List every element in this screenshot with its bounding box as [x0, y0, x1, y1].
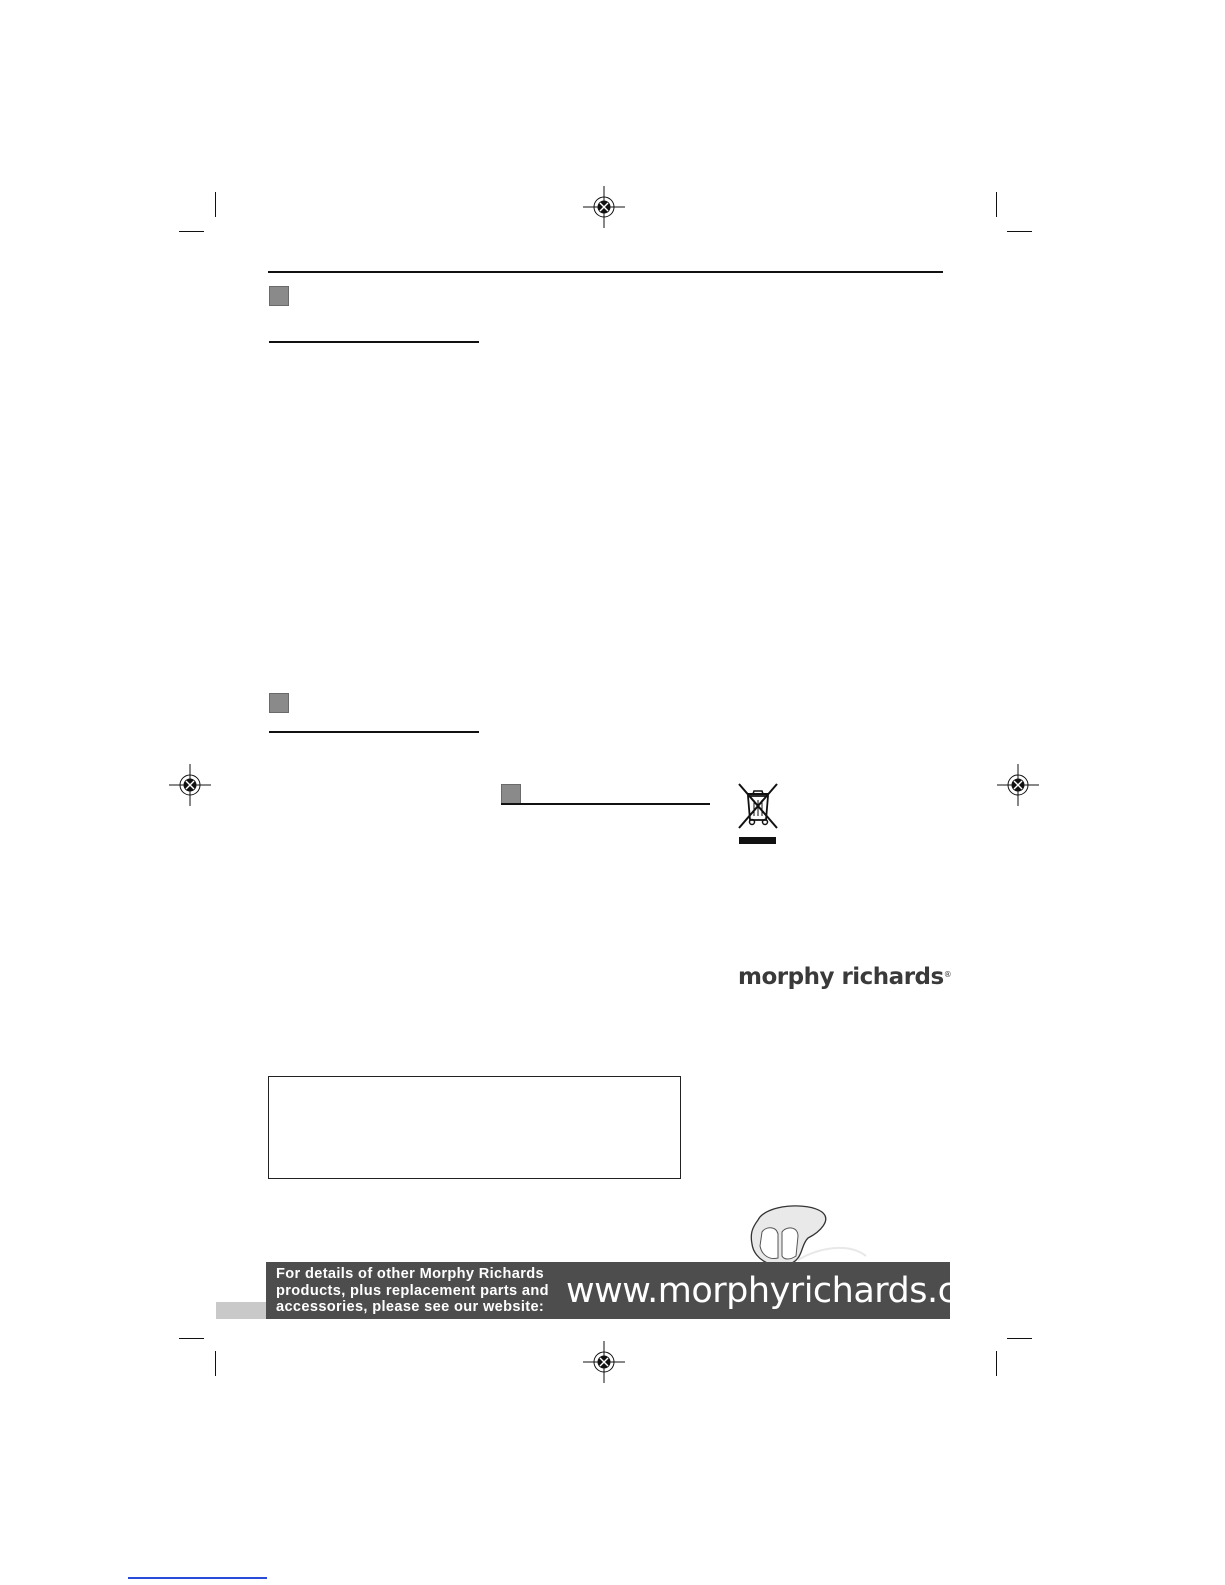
crop-mark	[1007, 231, 1032, 232]
crop-mark	[215, 192, 216, 217]
crossed-out-wheelie-bin-icon	[737, 782, 779, 846]
website-banner	[266, 1262, 1011, 1319]
bottom-link-underline	[128, 1577, 267, 1579]
registration-mark-icon	[169, 764, 211, 806]
page-tab	[216, 1302, 266, 1319]
registration-mark-icon	[583, 1341, 625, 1383]
crop-mark	[179, 231, 204, 232]
crop-mark	[996, 192, 997, 217]
registration-mark-icon	[583, 186, 625, 228]
crop-mark	[179, 1338, 204, 1339]
registration-mark-icon	[997, 764, 1039, 806]
banner-line: For details of other Morphy Richards	[276, 1266, 545, 1282]
section-underline	[501, 803, 710, 805]
section-underline	[269, 731, 479, 733]
section-marker	[269, 693, 289, 713]
banner-line: products, plus replacement parts and	[276, 1282, 549, 1299]
banner-line: accessories, please see our website:	[276, 1299, 545, 1315]
website-url[interactable]: www.morphyrichards.com	[566, 1271, 1011, 1311]
crop-mark	[996, 1351, 997, 1376]
crop-mark	[215, 1351, 216, 1376]
notice-box	[268, 1076, 681, 1179]
section-marker	[269, 286, 289, 306]
banner-text	[276, 1266, 549, 1316]
header-rule	[268, 271, 943, 273]
morphy-richards-logo: morphy richards®	[738, 964, 952, 990]
crop-mark	[1007, 1338, 1032, 1339]
section-underline	[269, 341, 479, 343]
section-marker	[501, 784, 521, 804]
